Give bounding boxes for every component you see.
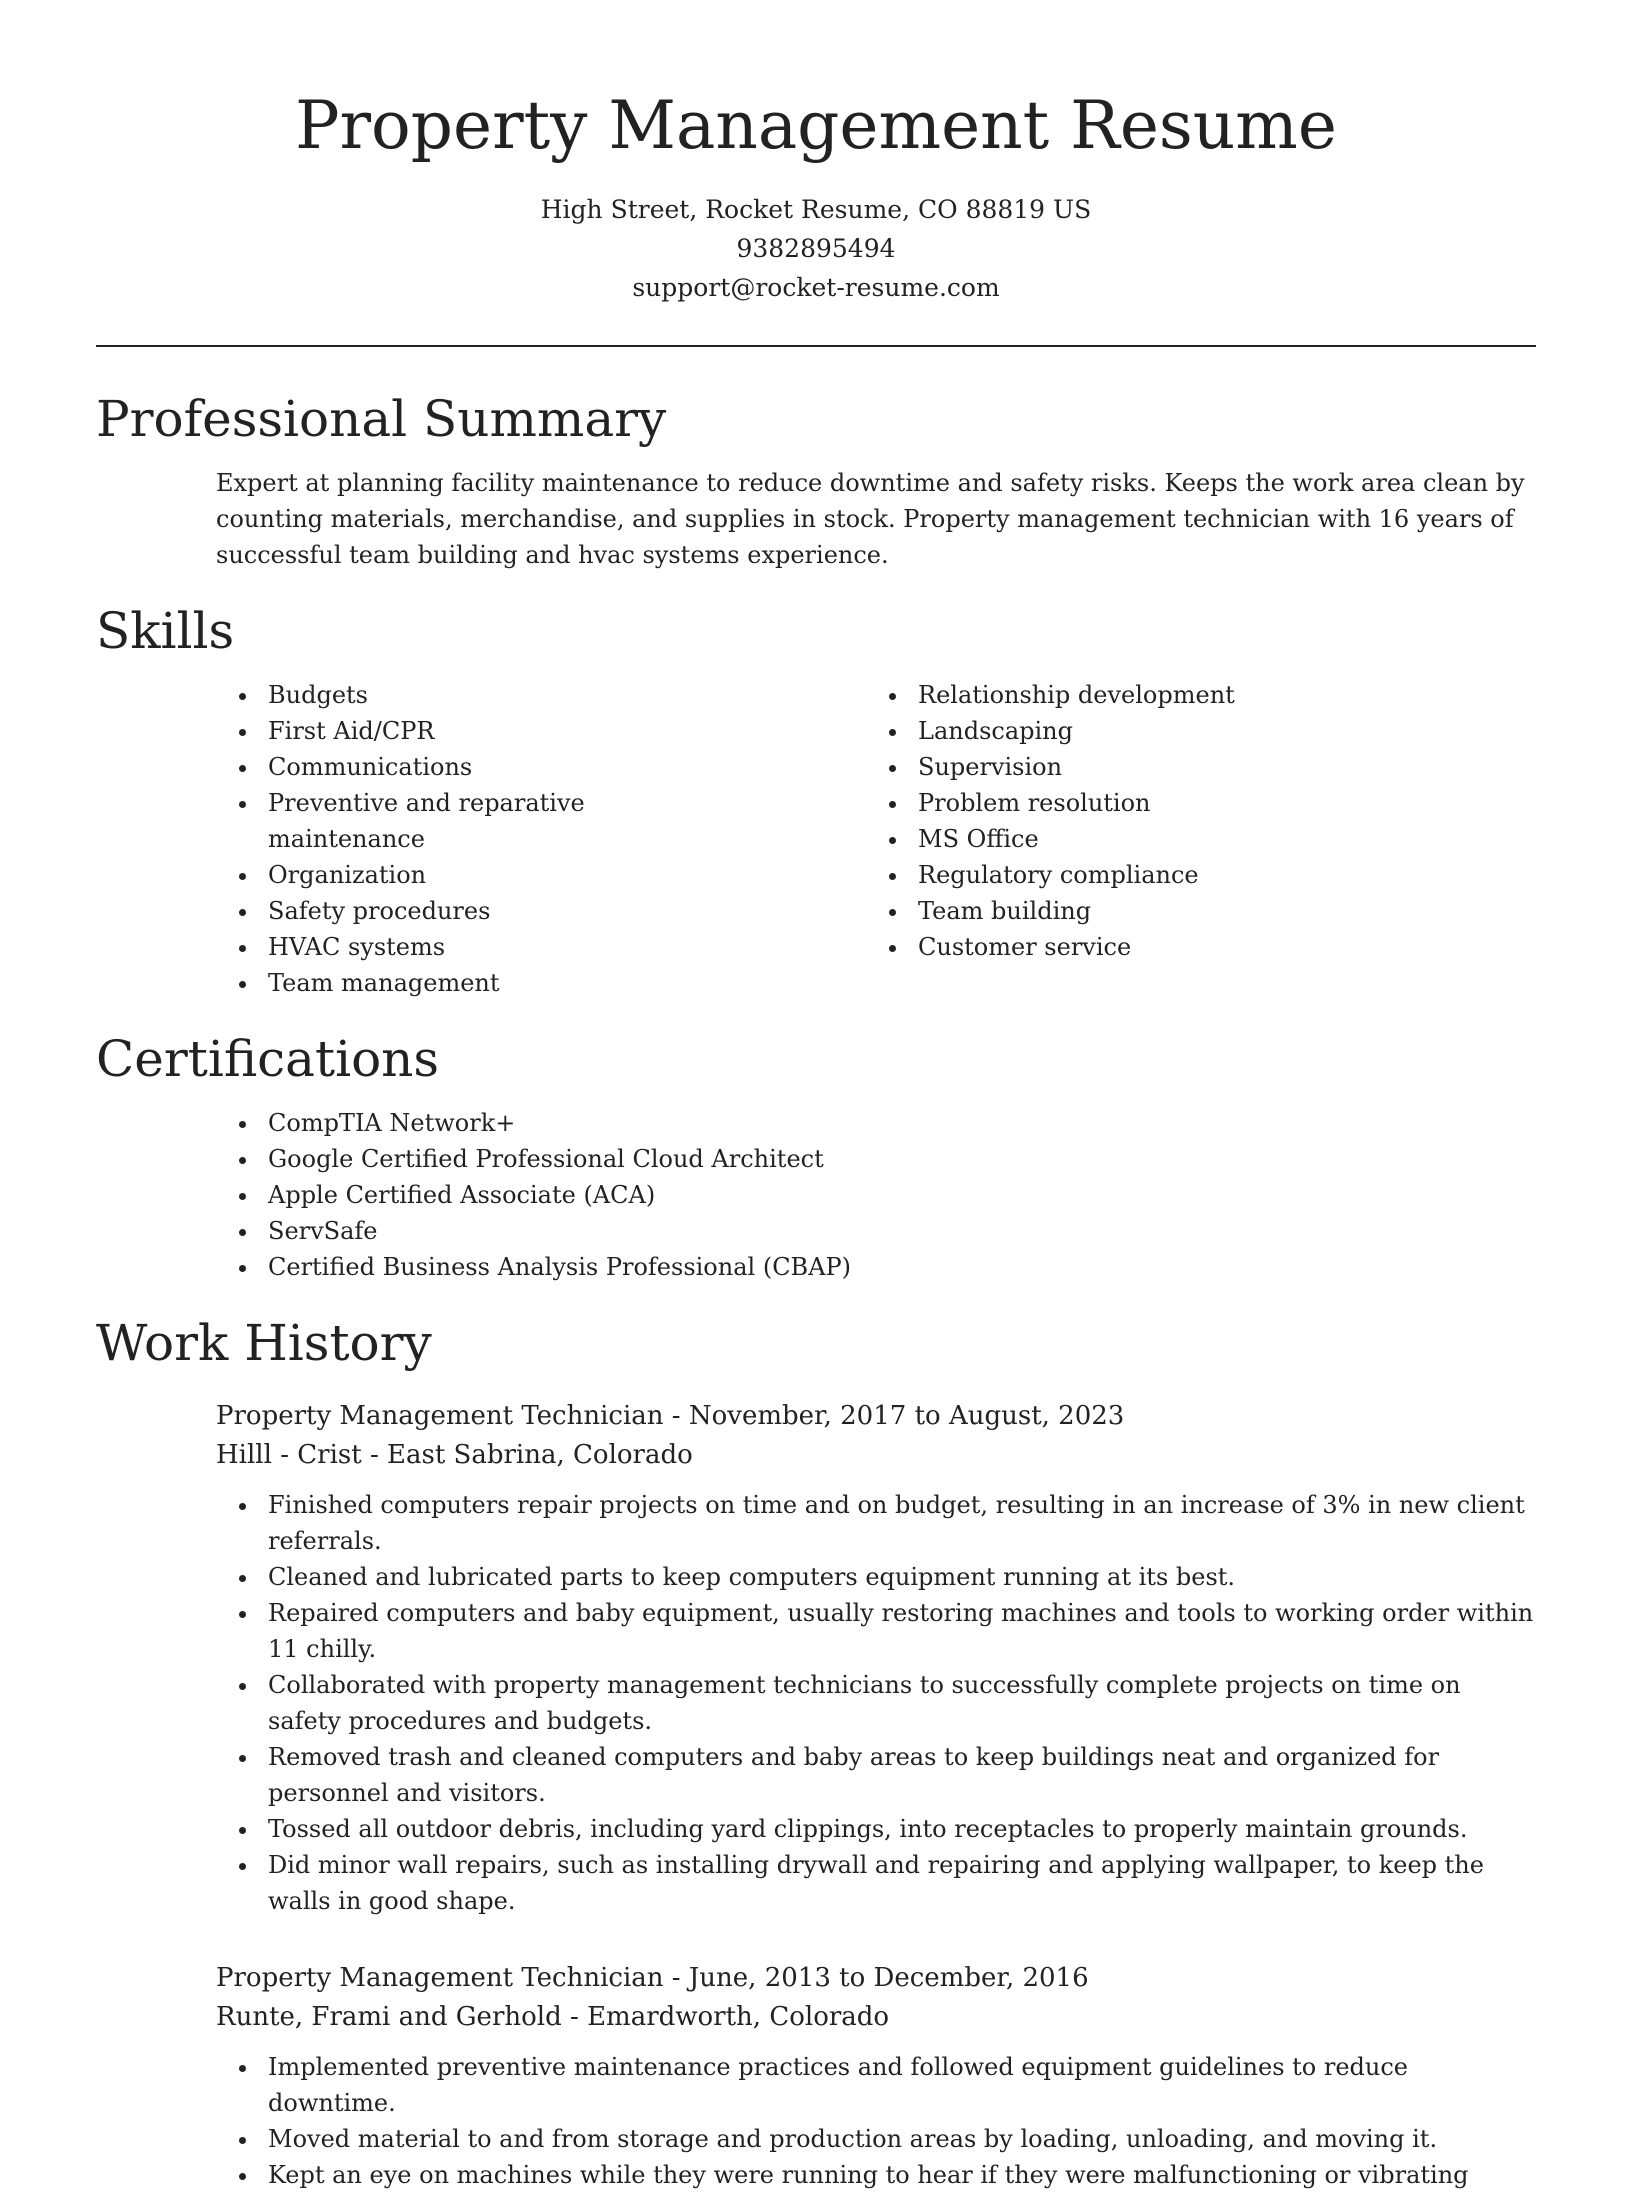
job-bullet-list	[216, 2049, 1536, 2193]
job-title-line	[216, 1959, 1536, 1998]
job-dates: November, 2017 to August, 2023	[688, 1401, 1125, 1431]
certifications-list	[96, 1105, 1536, 1285]
job-bullet: • Did minor wall repairs, such as installing drywall and repairing and applying wallpaper, to keep the walls in good shape.	[260, 1847, 1536, 1919]
job-bullet: • Moved material to and from storage and production areas by loading, unloading, and moving it.	[260, 2121, 1536, 2157]
skill-item: • Problem resolution	[910, 785, 1396, 821]
job-title: Property Management Technician	[216, 1963, 664, 1993]
job-bullet-list	[216, 1487, 1536, 1919]
job-bullet: • Removed trash and cleaned computers and baby areas to keep buildings neat and organized for personnel and visitors.	[260, 1739, 1536, 1811]
skills-heading: Skills	[96, 602, 235, 660]
job-separator: -	[561, 2002, 588, 2032]
skill-item: • Relationship development	[910, 677, 1396, 713]
certification-item: • Apple Certified Associate (ACA)	[260, 1177, 1536, 1213]
skill-item: • Communications	[260, 749, 746, 785]
job-bullet: • Implemented preventive maintenance practices and followed equipment guidelines to reduce downtime.	[260, 2049, 1536, 2121]
job-title: Property Management Technician	[216, 1401, 664, 1431]
job-company-line	[216, 1436, 1536, 1475]
certification-item: • Certified Business Analysis Professional (CBAP)	[260, 1249, 1536, 1285]
resume-title: Property Management Resume	[295, 87, 1337, 164]
job-location: East Sabrina, Colorado	[387, 1440, 693, 1470]
job-company-line	[216, 1998, 1536, 2037]
certifications-heading: Certifications	[96, 1030, 440, 1088]
job-location: Emardworth, Colorado	[587, 2002, 890, 2032]
job-bullet: • Cleaned and lubricated parts to keep computers equipment running at its best.	[260, 1559, 1536, 1595]
skill-item: • Budgets	[260, 677, 746, 713]
resume-header	[96, 0, 1536, 307]
skill-item: • HVAC systems	[260, 929, 746, 965]
skill-item: • Organization	[260, 857, 746, 893]
job-bullet: • Finished computers repair projects on time and on budget, resulting in an increase of 3% in new client referrals.	[260, 1487, 1536, 1559]
job-entry	[216, 1959, 1536, 2193]
skill-item: • Team building	[910, 893, 1396, 929]
job-entry	[216, 1397, 1536, 1919]
job-separator: -	[663, 1963, 689, 1993]
skill-item: • Team management	[260, 965, 746, 1001]
skill-item: • Regulatory compliance	[910, 857, 1396, 893]
job-bullet: • Kept an eye on machines while they were running to hear if they were malfunctioning or vibrating	[260, 2157, 1536, 2193]
contact-email[interactable]: support@rocket-resume.com	[632, 273, 1000, 302]
certification-item: • ServSafe	[260, 1213, 1536, 1249]
job-bullet: • Repaired computers and baby equipment, usually restoring machines and tools to working order within 11 chilly.	[260, 1595, 1536, 1667]
summary-heading: Professional Summary	[96, 390, 667, 448]
skills-column-right	[746, 677, 1396, 1001]
job-company: Hilll - Crist	[216, 1440, 362, 1470]
job-bullet: • Tossed all outdoor debris, including yard clippings, into receptacles to properly maintain grounds.	[260, 1811, 1536, 1847]
skill-item: • Preventive and reparative maintenance	[260, 785, 746, 857]
contact-address: High Street, Rocket Resume, CO 88819 US	[540, 195, 1092, 224]
work-history-heading: Work History	[96, 1314, 432, 1372]
job-separator: -	[663, 1401, 689, 1431]
certification-item: • Google Certified Professional Cloud Architect	[260, 1141, 1536, 1177]
skills-grid	[96, 677, 1536, 1001]
contact-phone: 9382895494	[736, 234, 896, 263]
contact-info	[96, 190, 1536, 307]
job-bullet: • Collaborated with property management technicians to successfully complete projects on time on safety procedures and budgets.	[260, 1667, 1536, 1739]
header-divider	[96, 345, 1536, 347]
job-dates: June, 2013 to December, 2016	[688, 1963, 1089, 1993]
job-company: Runte, Frami and Gerhold	[216, 2002, 562, 2032]
job-separator: -	[361, 1440, 388, 1470]
skill-item: • First Aid/CPR	[260, 713, 746, 749]
skill-item: • MS Office	[910, 821, 1396, 857]
job-title-line	[216, 1397, 1536, 1436]
skills-column-left	[96, 677, 746, 1001]
summary-text: Expert at planning facility maintenance to reduce downtime and safety risks. Keeps the work area clean by counting materials, merchandise, and supplies in stock. Property management technician with 16 years of successful team building and hvac systems experience.	[216, 469, 1525, 569]
skill-item: • Safety procedures	[260, 893, 746, 929]
skill-item: • Customer service	[910, 929, 1396, 965]
skill-item: • Supervision	[910, 749, 1396, 785]
skill-item: • Landscaping	[910, 713, 1396, 749]
certification-item: • CompTIA Network+	[260, 1105, 1536, 1141]
